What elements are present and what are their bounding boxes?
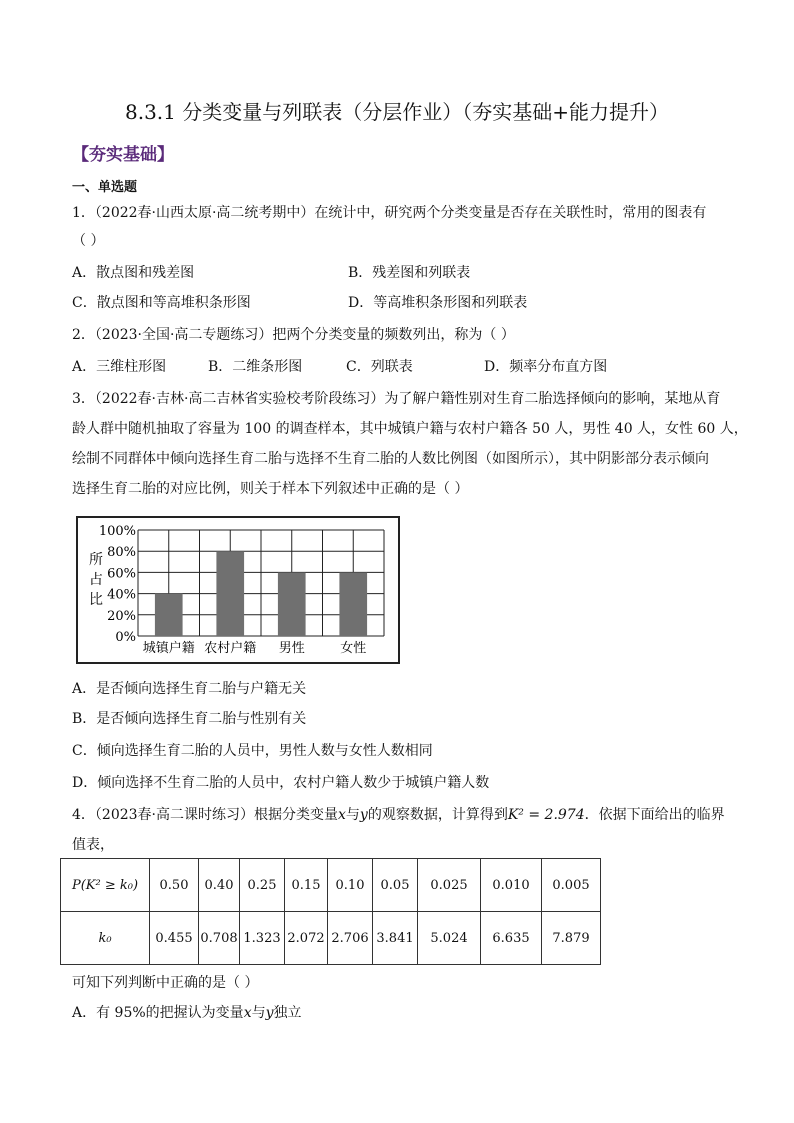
table-cell: 0.40 — [199, 859, 240, 912]
table-row-k — [61, 912, 601, 965]
q4-option-a-part-c: 独立 — [273, 1005, 302, 1021]
table-header-p: P(K² ≥ k₀) — [61, 859, 150, 912]
table-cell: 0.10 — [328, 859, 373, 912]
y-tick-labels — [99, 524, 136, 645]
q1-stem-line1: 1．（2022春·山西太原·高二统考期中）在统计中，研究两个分类变量是否存在关联性时，常用的图表有 — [72, 205, 707, 221]
q2-option-c: C．列联表 — [346, 359, 413, 375]
q4-var-y: y — [359, 807, 368, 823]
x-tick-label: 城镇户籍 — [142, 641, 195, 656]
bar-农村户籍 — [216, 551, 244, 636]
section-label: 【夯实基础】 — [72, 145, 174, 165]
table-cell: 0.708 — [199, 912, 240, 965]
y-tick-label: 100% — [98, 524, 136, 539]
q4-stem-line1 — [72, 800, 725, 830]
bar-城镇户籍 — [155, 594, 183, 636]
table-cell: 0.50 — [150, 859, 199, 912]
table-cell: 0.455 — [150, 912, 199, 965]
y-axis-label-char: 所 — [89, 552, 103, 568]
q3-option-a: A．是否倾向选择生育二胎与户籍无关 — [72, 681, 307, 697]
q4-option-a-part-b: 与 — [251, 1005, 266, 1021]
q3-option-c: C．倾向选择生育二胎的人员中，男性人数与女性人数相同 — [72, 743, 433, 759]
y-tick-label: 0% — [115, 630, 136, 645]
table-cell: 7.879 — [542, 912, 601, 965]
table-cell: 3.841 — [373, 912, 418, 965]
x-tick-label: 农村户籍 — [204, 641, 257, 656]
q1-option-b: B．残差图和列联表 — [348, 265, 471, 281]
q4-var-x: x — [338, 807, 346, 823]
critical-value-table — [60, 858, 601, 965]
q3-option-d: D．倾向选择不生育二胎的人员中，农村户籍人数少于城镇户籍人数 — [72, 775, 490, 791]
y-axis-label-group — [89, 552, 103, 608]
table-cell: 0.005 — [542, 859, 601, 912]
q4-stem-part-b: 与 — [345, 807, 360, 823]
bar-女性 — [339, 572, 367, 636]
bar-男性 — [278, 572, 306, 636]
q1-option-c: C．散点图和等高堆积条形图 — [72, 295, 251, 311]
q2-option-b: B．二维条形图 — [208, 359, 303, 375]
subsection-heading: 一、单选题 — [72, 180, 138, 195]
table-cell: 0.05 — [373, 859, 418, 912]
q4-k2-value: K² = 2.974 — [507, 807, 585, 823]
q3-option-b: B．是否倾向选择生育二胎与性别有关 — [72, 711, 307, 727]
q1-option-a: A．散点图和残差图 — [72, 265, 195, 281]
table-cell: 0.15 — [285, 859, 328, 912]
q4-option-a-var-y: y — [265, 1005, 274, 1021]
table-cell: 0.25 — [240, 859, 285, 912]
q4-stem-part-d: ．依据下面给出的临界 — [584, 807, 725, 823]
q4-stem-line2: 值表， — [72, 837, 114, 853]
q1-option-d: D．等高堆积条形图和列联表 — [348, 295, 528, 311]
table-cell: 0.010 — [481, 859, 542, 912]
q2-stem: 2．（2023·全国·高二专题练习）把两个分类变量的频数列出，称为（ ） — [72, 327, 515, 343]
y-tick-label: 60% — [107, 566, 136, 582]
q1-stem-line2: （ ） — [72, 233, 105, 249]
y-axis-label-char: 占 — [89, 572, 103, 588]
q3-stem-line2: 龄人群中随机抽取了容量为 100 的调查样本，其中城镇户籍与农村户籍各 50 人，男性 40 人，女性 60 人， — [72, 421, 748, 437]
q4-option-a-part-a: A．有 95%的把握认为变量 — [72, 1005, 244, 1021]
q2-option-d: D．频率分布直方图 — [484, 359, 608, 375]
table-cell: 0.025 — [418, 859, 481, 912]
y-tick-label: 80% — [107, 545, 136, 561]
page-title: 8.3.1 分类变量与列联表（分层作业）（夯实基础+能力提升） — [124, 100, 669, 124]
q4-after-table: 可知下列判断中正确的是（ ） — [72, 975, 259, 991]
table-cell: 2.706 — [328, 912, 373, 965]
table-cell: 1.323 — [240, 912, 285, 965]
table-cell: 6.635 — [481, 912, 542, 965]
table-row-p — [61, 859, 601, 912]
q4-option-a — [72, 998, 302, 1028]
y-axis-label-char: 比 — [89, 592, 103, 608]
q3-stem-line1: 3．（2022春·吉林·高二吉林省实验校考阶段练习）为了解户籍性别对生育二胎选择倾向的影响，某地从育 — [72, 391, 721, 407]
y-tick-label: 40% — [107, 587, 136, 603]
proportion-chart — [76, 516, 400, 664]
bar-chart-svg — [78, 518, 398, 662]
x-tick-label: 男性 — [278, 641, 305, 656]
q3-stem-line3: 绘制不同群体中倾向选择生育二胎与选择不生育二胎的人数比例图（如图所示），其中阴影部分表示倾向 — [72, 451, 709, 467]
q4-option-a-var-x: x — [243, 1005, 252, 1021]
table-cell: 2.072 — [285, 912, 328, 965]
q4-stem-part-c: 的观察数据，计算得到 — [367, 807, 508, 823]
q3-stem-line4: 选择生育二胎的对应比例，则关于样本下列叙述中正确的是（ ） — [72, 481, 469, 497]
table-header-k: k₀ — [61, 912, 150, 965]
x-tick-labels — [143, 640, 367, 656]
y-tick-label: 20% — [107, 608, 136, 624]
x-tick-label: 女性 — [340, 641, 367, 656]
table-cell: 5.024 — [418, 912, 481, 965]
q2-option-a: A．三维柱形图 — [72, 359, 167, 375]
q4-stem-part-a: 4．（2023春·高二课时练习）根据分类变量 — [72, 807, 338, 823]
